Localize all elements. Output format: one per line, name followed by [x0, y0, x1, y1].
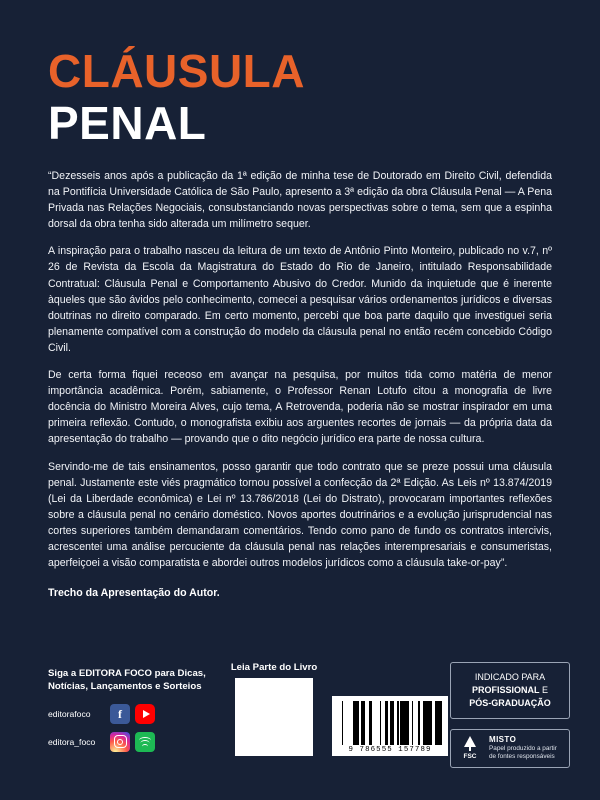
- social-handle-editora-foco: editora_foco: [48, 736, 96, 747]
- seals-block: [450, 660, 570, 768]
- audience-seal-line-2: PROFISSIONAL: [471, 685, 540, 696]
- qr-block: [218, 660, 330, 756]
- social-heading: Siga a EDITORA FOCO para Dicas, Notícias, Lançamentos e Sorteios: [48, 668, 206, 692]
- social-handle-editorafoco: editorafoco: [48, 708, 91, 719]
- audience-seal: [450, 662, 570, 719]
- tree-icon: [464, 736, 476, 747]
- qr-code-pattern: [239, 682, 309, 752]
- book-title-line-1: CLÁUSULA: [48, 45, 305, 97]
- fsc-description: Papel produzido a partir de fontes responsáveis: [489, 745, 557, 761]
- blurb-paragraph-4: Servindo-me de tais ensinamentos, posso garantir que todo contrato que se preze possui uma cláusula penal. Justamente este viés pragmático tornou possível a confecção da 2ª Edição. As Leis nº 13.874/2019 (Lei da Liberdade econômica) e Lei nº 13.786/2018 (Lei do Distrato), provocaram importantes reflexões sobre a cláusula penal no cenário doméstico. Novos aportes doutrinários e a evolução jurisprudencial nas cortes superiores também demandaram comentários. Tendo como pano de fundo os contratos intercivis, acrescentei uma análise percuciente da cláusula penal nas relações interempresariais e consumeristas, aperfeiçoei a visão comparatista e abordei outros modelos jurídicos como a cláusula take-or-pay”.: [48, 460, 552, 570]
- facebook-icon[interactable]: f: [110, 704, 130, 724]
- title-block: [48, 45, 552, 149]
- fsc-seal: [450, 729, 570, 768]
- audience-seal-line-4: PÓS-GRADUAÇÃO: [469, 698, 551, 709]
- instagram-icon[interactable]: [110, 732, 130, 752]
- barcode-bars: [338, 701, 442, 745]
- cover-footer: [0, 650, 600, 800]
- fsc-logo-label: FSC: [463, 753, 477, 761]
- qr-title: Leia Parte do Livro: [230, 662, 318, 673]
- audience-seal-line-1: INDICADO PARA: [474, 672, 546, 682]
- barcode-number: 9 786555 157789: [348, 746, 432, 754]
- audience-seal-line-3: E: [542, 685, 549, 696]
- fsc-logo: [457, 736, 483, 760]
- barcode-block: [330, 660, 450, 756]
- social-line-instagram-spotify: [48, 732, 218, 752]
- social-block: [48, 660, 218, 760]
- blurb-text: [48, 168, 552, 571]
- blurb-paragraph-1: “Dezesseis anos após a publicação da 1ª edição de minha tese de Doutorado em Direito Civil, defendida na Pontifícia Universidade Católica de São Paulo, apresento a 3ª edição da obra Cláusula Penal — A Pena Privada nas Relações Negociais, consubstanciando novas perspectivas sobre o tema, sem que a espinha dorsal da obra tenha sido alterada um milímetro sequer.: [48, 170, 552, 231]
- youtube-icon[interactable]: [135, 704, 155, 724]
- social-line-facebook-youtube: [48, 704, 218, 724]
- spotify-icon[interactable]: [135, 732, 155, 752]
- qr-code[interactable]: [235, 678, 313, 756]
- fsc-title: MISTO: [489, 735, 517, 745]
- blurb-paragraph-3: De certa forma fiquei receoso em avançar na pesquisa, por muitos tida como matéria de menor importância acadêmica. Porém, sabiamente, o Professor Renan Lotufo citou a monografia de livre docência do Ministro Moreira Alves, cujo tema, A Retrovenda, poderia não se mostrar inspirador em uma primeira reflexão. Contudo, o monografista exibiu aos arguentes recortes de jornais — da própria data da apresentação do trabalho — provando que o dito negócio jurídico era parte de nossa cultura.: [48, 369, 552, 446]
- book-title-line-2: PENAL: [48, 97, 207, 149]
- blurb-paragraph-2: A inspiração para o trabalho nasceu da leitura de um texto de Antônio Pinto Monteiro, publicado no v.7, nº 26 de Revista da Escola da Magistratura do Estado do Rio de Janeiro, intitulado Responsabilidade Contratual: Cláusula Penal e Comportamento Abusivo do Credor. Munido da inquietude que é inerente àqueles que são ávidos pelo conhecimento, comecei a pesquisar vários ordenamentos jurídicos e diversas doutrinas no direito comparado. Em certo momento, percebi que boa parte daquilo que investiguei seria plenamente compatível com a construção do modelo da cláusula penal no então recém concebido Código Civil.: [48, 245, 552, 354]
- author-credit: Trecho da Apresentação do Autor.: [48, 587, 220, 600]
